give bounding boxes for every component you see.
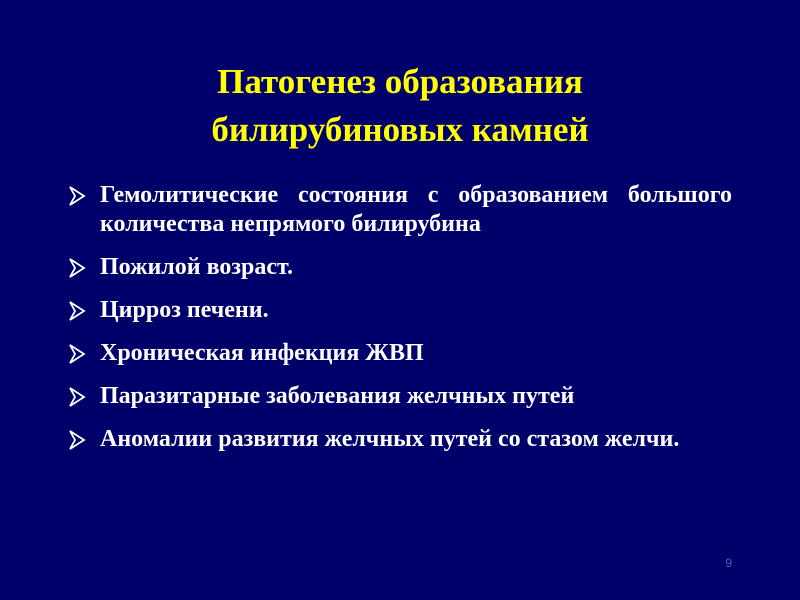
bullet-text: Гемолитические состояния с образованием большого количества непрямого билирубина — [100, 182, 732, 237]
arrowhead-bullet-icon — [68, 382, 100, 411]
bullet-text: Паразитарные заболевания желчных путей — [100, 383, 575, 409]
slide-title-line-1: Патогенез образования — [217, 62, 583, 101]
bullet-item — [68, 296, 732, 325]
bullet-item — [68, 181, 732, 239]
arrowhead-bullet-icon — [68, 253, 100, 282]
bullet-item — [68, 339, 732, 368]
page-number: 9 — [725, 556, 732, 570]
bullet-item — [68, 253, 732, 282]
bullet-list — [68, 181, 732, 468]
slide-title — [60, 58, 740, 154]
arrowhead-bullet-icon — [68, 296, 100, 325]
bullet-text: Аномалии развития желчных путей со стазом желчи. — [100, 426, 680, 452]
bullet-item — [68, 425, 732, 454]
bullet-text: Пожилой возраст. — [100, 254, 294, 280]
arrowhead-bullet-icon — [68, 339, 100, 368]
slide-title-line-2: билирубиновых камней — [211, 110, 589, 149]
bullet-text: Хроническая инфекция ЖВП — [100, 340, 424, 366]
arrowhead-bullet-icon — [68, 181, 100, 210]
arrowhead-bullet-icon — [68, 425, 100, 454]
bullet-item — [68, 382, 732, 411]
bullet-text: Цирроз печени. — [100, 297, 269, 323]
